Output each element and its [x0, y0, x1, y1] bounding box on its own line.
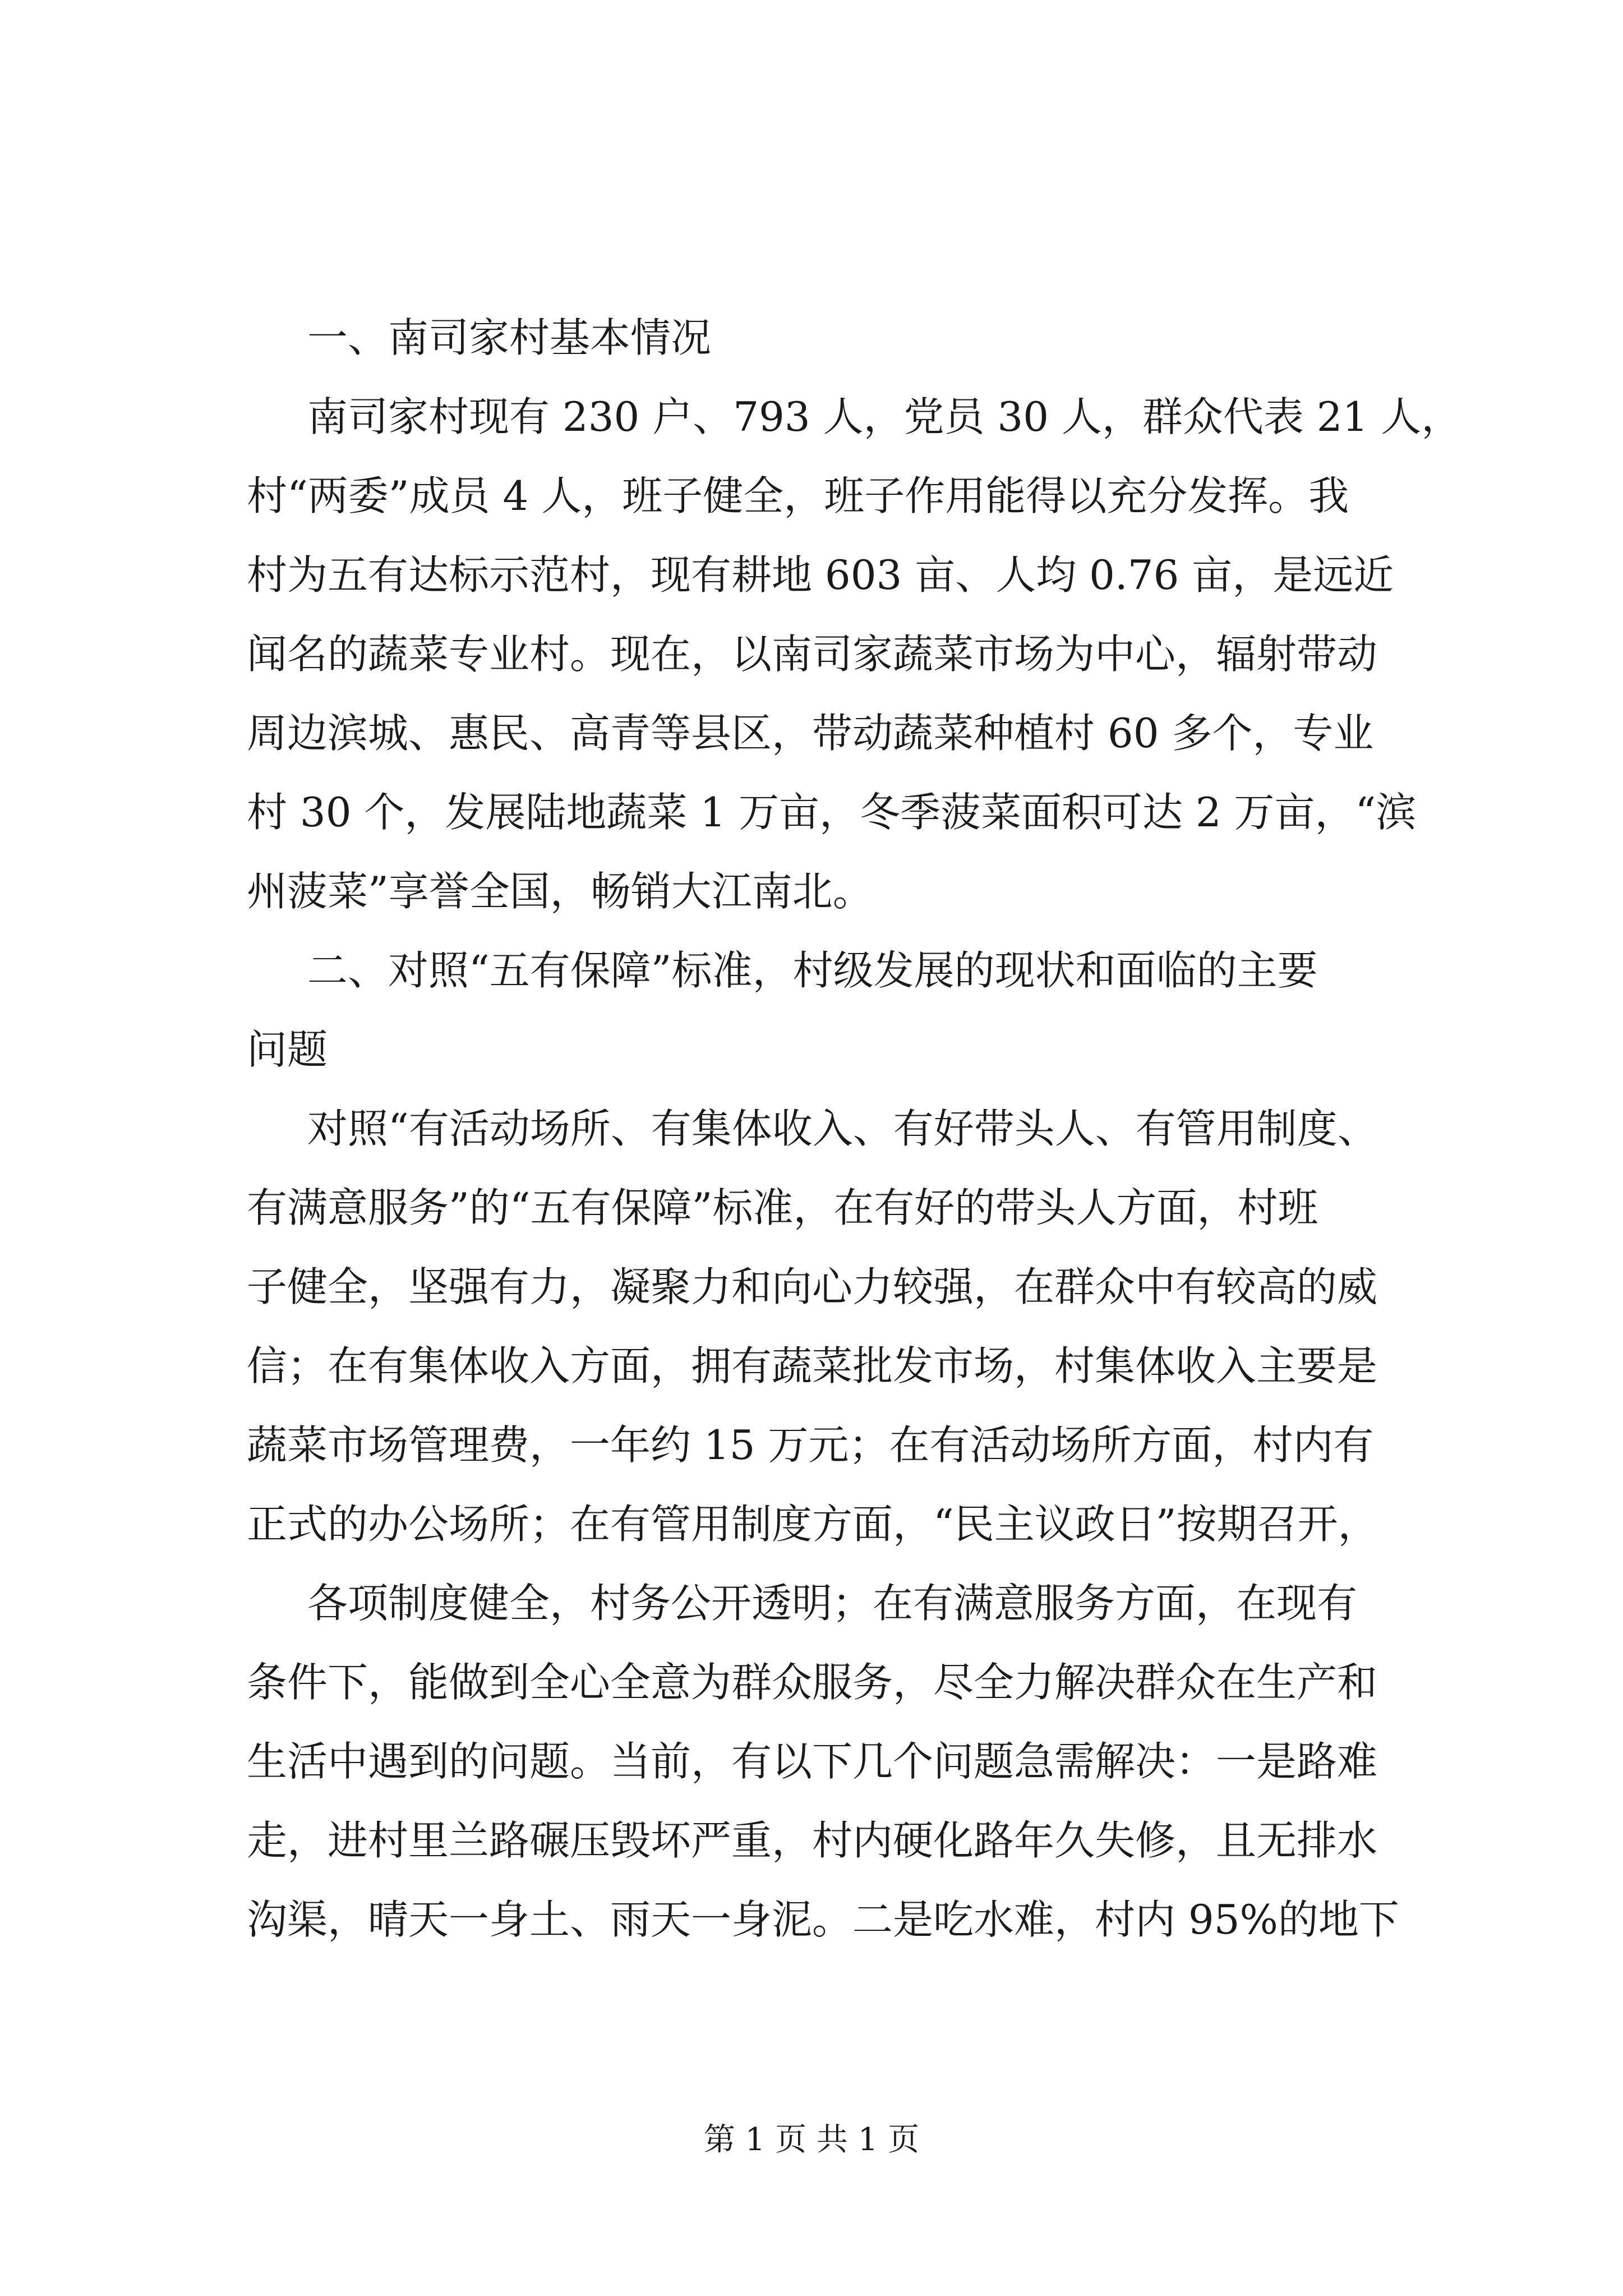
paragraph-line: 对照“有活动场所、有集体收入、有好带头人、有管用制度、	[307, 1105, 1378, 1152]
paragraph-line: 闻名的蔬菜专业村。现在，以南司家蔬菜市场为中心，辐射带动	[247, 631, 1378, 678]
paragraph-line: 信；在有集体收入方面，拥有蔬菜批发市场，村集体收入主要是	[247, 1342, 1378, 1389]
section-heading-2: 二、对照“五有保障”标准，村级发展的现状和面临的主要	[307, 947, 1318, 994]
paragraph-line: 条件下，能做到全心全意为群众服务，尽全力解决群众在生产和	[247, 1659, 1378, 1706]
paragraph-line: 周边滨城、惠民、高青等县区，带动蔬菜种植村 60 多个，专业	[247, 710, 1374, 757]
paragraph-line: 村为五有达标示范村，现有耕地 603 亩、人均 0.76 亩，是远近	[247, 551, 1394, 599]
paragraph-line: 正式的办公场所；在有管用制度方面，“民主议政日”按期召开，	[247, 1501, 1378, 1548]
section-heading-2-cont: 问题	[247, 1026, 328, 1073]
paragraph-line: 各项制度健全，村务公开透明；在有满意服务方面，在现有	[307, 1580, 1358, 1627]
paragraph-line: 生活中遇到的问题。当前，有以下几个问题急需解决：一是路难	[247, 1738, 1378, 1785]
paragraph-line: 蔬菜市场管理费，一年约 15 万元；在有活动场所方面，村内有	[247, 1421, 1374, 1469]
page-number-footer: 第 1 页 共 1 页	[703, 2122, 920, 2158]
paragraph-line: 南司家村现有 230 户、793 人，党员 30 人，群众代表 21 人，	[307, 393, 1462, 440]
paragraph-line: 沟渠，晴天一身土、雨天一身泥。二是吃水难，村内 95%的地下	[247, 1896, 1399, 1943]
section-heading-1: 一、南司家村基本情况	[307, 314, 712, 361]
document-body	[247, 298, 1462, 1959]
paragraph-line: 有满意服务”的“五有保障”标准，在有好的带头人方面，村班	[247, 1184, 1318, 1231]
paragraph-line: 子健全，坚强有力，凝聚力和向心力较强，在群众中有较高的威	[247, 1263, 1378, 1310]
paragraph-line: 村“两委”成员 4 人，班子健全，班子作用能得以充分发挥。我	[247, 472, 1349, 519]
paragraph-line: 走，进村里兰路碾压毁坏严重，村内硬化路年久失修，且无排水	[247, 1817, 1378, 1864]
paragraph-line: 州菠菜”享誉全国，畅销大江南北。	[247, 868, 873, 915]
paragraph-line: 村 30 个，发展陆地蔬菜 1 万亩，冬季菠菜面积可达 2 万亩，“滨	[247, 789, 1417, 836]
